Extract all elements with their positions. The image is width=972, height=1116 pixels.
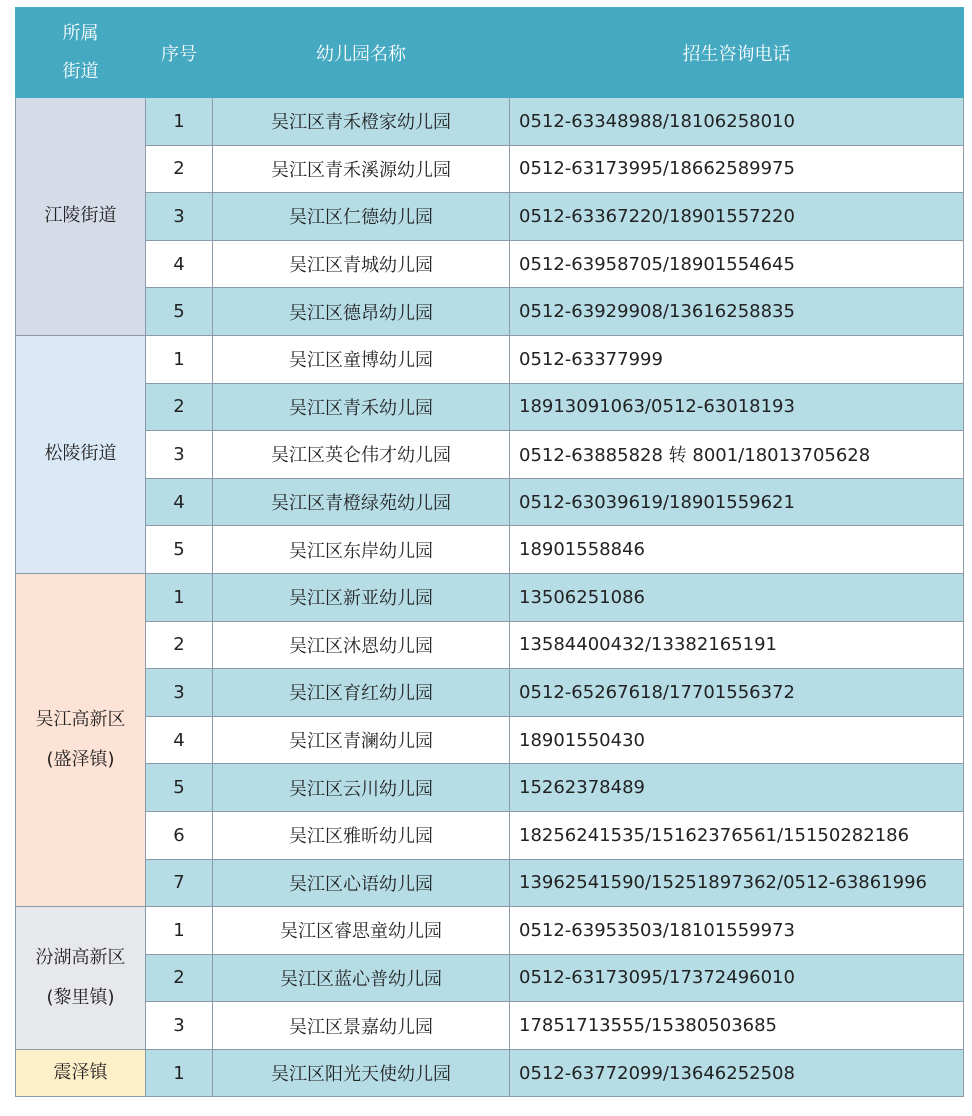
- phone-number: 0512-63039619/18901559621: [510, 478, 964, 526]
- kindergarten-name: 吴江区青澜幼儿园: [213, 716, 510, 764]
- phone-number: 0512-63929908/13616258835: [510, 288, 964, 336]
- district-cell: [16, 907, 146, 1050]
- table-row: [16, 98, 964, 146]
- district-name: 江陵街道: [44, 205, 117, 227]
- row-index: 1: [146, 907, 213, 955]
- kindergarten-table: [15, 7, 964, 1097]
- phone-number: 18901550430: [510, 716, 964, 764]
- table-row: [16, 240, 964, 288]
- kindergarten-name: 吴江区青橙绿苑幼儿园: [213, 478, 510, 526]
- kindergarten-name: 吴江区青城幼儿园: [213, 240, 510, 288]
- table-row: [16, 954, 964, 1002]
- phone-number: 0512-63377999: [510, 335, 964, 383]
- district-cell: [16, 1049, 146, 1097]
- row-index: 3: [146, 193, 213, 241]
- district-name: 汾湖高新区: [35, 946, 126, 968]
- row-index: 1: [146, 573, 213, 621]
- phone-number: 0512-63348988/18106258010: [510, 98, 964, 146]
- phone-number: 0512-63958705/18901554645: [510, 240, 964, 288]
- kindergarten-name: 吴江区蓝心普幼儿园: [213, 954, 510, 1002]
- table-row: [16, 478, 964, 526]
- row-index: 1: [146, 1049, 213, 1097]
- phone-number: 13962541590/15251897362/0512-63861996: [510, 859, 964, 907]
- row-index: 7: [146, 859, 213, 907]
- kindergarten-name: 吴江区德昂幼儿园: [213, 288, 510, 336]
- district-name: 松陵街道: [44, 443, 117, 465]
- district-name: 吴江高新区: [35, 709, 126, 731]
- row-index: 4: [146, 478, 213, 526]
- kindergarten-name: 吴江区雅昕幼儿园: [213, 811, 510, 859]
- district-cell: [16, 335, 146, 573]
- table-row: [16, 811, 964, 859]
- kindergarten-name: 吴江区青禾橙家幼儿园: [213, 98, 510, 146]
- row-index: 5: [146, 526, 213, 574]
- row-index: 6: [146, 811, 213, 859]
- row-index: 4: [146, 716, 213, 764]
- table-row: [16, 621, 964, 669]
- kindergarten-name: 吴江区阳光天使幼儿园: [213, 1049, 510, 1097]
- phone-number: 0512-63953503/18101559973: [510, 907, 964, 955]
- table-row: [16, 145, 964, 193]
- table-row: [16, 859, 964, 907]
- phone-number: 0512-63772099/13646252508: [510, 1049, 964, 1097]
- kindergarten-name: 吴江区青禾幼儿园: [213, 383, 510, 431]
- row-index: 5: [146, 288, 213, 336]
- kindergarten-name: 吴江区仁德幼儿园: [213, 193, 510, 241]
- table-row: [16, 431, 964, 479]
- row-index: 3: [146, 1002, 213, 1050]
- kindergarten-name: 吴江区景嘉幼儿园: [213, 1002, 510, 1050]
- phone-number: 13584400432/13382165191: [510, 621, 964, 669]
- district-name: 震泽镇: [53, 1062, 108, 1084]
- table-row: [16, 907, 964, 955]
- kindergarten-name: 吴江区青禾溪源幼儿园: [213, 145, 510, 193]
- header-index: 序号: [146, 8, 213, 98]
- table-row: [16, 669, 964, 717]
- row-index: 1: [146, 335, 213, 383]
- row-index: 5: [146, 764, 213, 812]
- kindergarten-name: 吴江区东岸幼儿园: [213, 526, 510, 574]
- kindergarten-name: 吴江区沐恩幼儿园: [213, 621, 510, 669]
- district-cell: [16, 573, 146, 906]
- header-phone: 招生咨询电话: [510, 8, 964, 98]
- kindergarten-name: 吴江区睿思童幼儿园: [213, 907, 510, 955]
- table-row: [16, 1002, 964, 1050]
- kindergarten-table-container: [15, 7, 963, 1097]
- phone-number: 15262378489: [510, 764, 964, 812]
- header-name: 幼儿园名称: [213, 8, 510, 98]
- kindergarten-name: 吴江区童博幼儿园: [213, 335, 510, 383]
- header-district-line2: 街道: [62, 60, 99, 82]
- phone-number: 18913091063/0512-63018193: [510, 383, 964, 431]
- phone-number: 0512-63367220/18901557220: [510, 193, 964, 241]
- phone-number: 17851713555/15380503685: [510, 1002, 964, 1050]
- table-row: [16, 383, 964, 431]
- row-index: 2: [146, 145, 213, 193]
- table-row: [16, 1049, 964, 1097]
- kindergarten-name: 吴江区云川幼儿园: [213, 764, 510, 812]
- table-row: [16, 764, 964, 812]
- table-row: [16, 288, 964, 336]
- table-row: [16, 193, 964, 241]
- kindergarten-name: 吴江区育红幼儿园: [213, 669, 510, 717]
- phone-number: 18256241535/15162376561/15150282186: [510, 811, 964, 859]
- table-row: [16, 526, 964, 574]
- header-district-line1: 所属: [62, 22, 99, 44]
- row-index: 2: [146, 954, 213, 1002]
- district-subname: (黎里镇): [46, 986, 115, 1008]
- row-index: 3: [146, 669, 213, 717]
- kindergarten-name: 吴江区新亚幼儿园: [213, 573, 510, 621]
- kindergarten-name: 吴江区英仑伟才幼儿园: [213, 431, 510, 479]
- table-row: [16, 716, 964, 764]
- row-index: 2: [146, 621, 213, 669]
- table-header-row: [16, 8, 964, 98]
- phone-number: 13506251086: [510, 573, 964, 621]
- row-index: 2: [146, 383, 213, 431]
- phone-number: 0512-63173095/17372496010: [510, 954, 964, 1002]
- table-row: [16, 573, 964, 621]
- row-index: 3: [146, 431, 213, 479]
- district-cell: [16, 98, 146, 336]
- row-index: 1: [146, 98, 213, 146]
- phone-number: 18901558846: [510, 526, 964, 574]
- header-district: [16, 8, 146, 98]
- table-row: [16, 335, 964, 383]
- row-index: 4: [146, 240, 213, 288]
- phone-number: 0512-63885828 转 8001/18013705628: [510, 431, 964, 479]
- phone-number: 0512-65267618/17701556372: [510, 669, 964, 717]
- district-subname: (盛泽镇): [46, 749, 115, 771]
- phone-number: 0512-63173995/18662589975: [510, 145, 964, 193]
- kindergarten-name: 吴江区心语幼儿园: [213, 859, 510, 907]
